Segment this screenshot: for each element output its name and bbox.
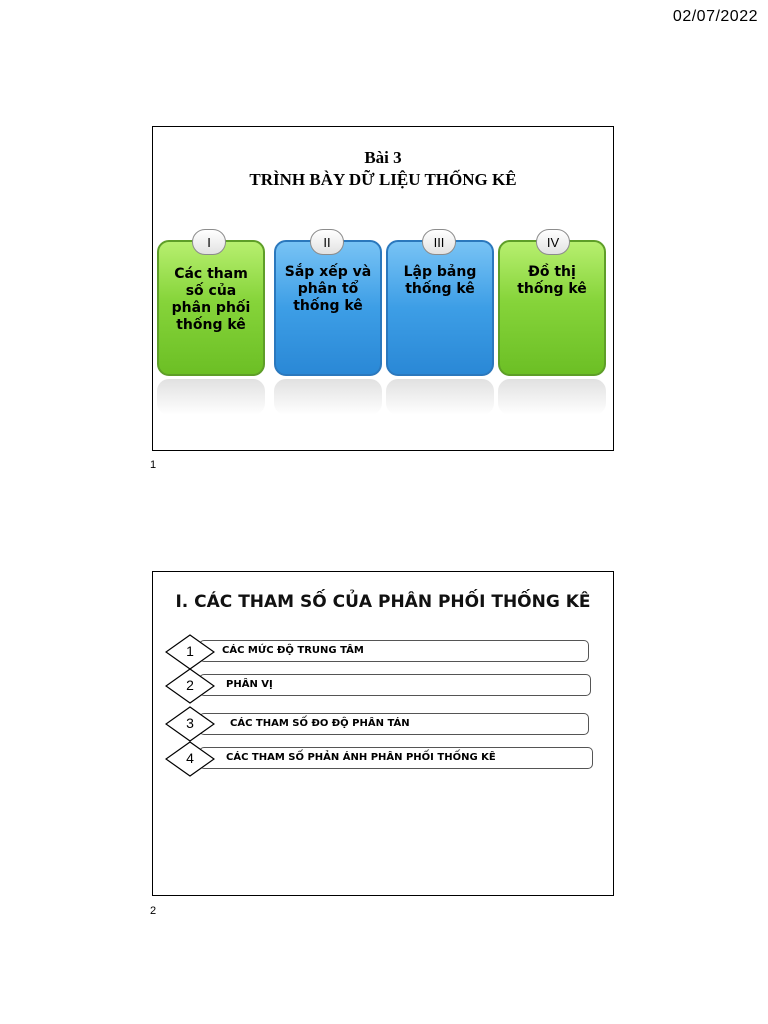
topic-card-label: Các tham số của phân phối thống kê bbox=[171, 266, 251, 333]
roman-badge-2: II bbox=[310, 229, 344, 255]
topic-card-2 bbox=[274, 240, 382, 376]
topic-card-3 bbox=[386, 240, 494, 376]
print-date: 02/07/2022 bbox=[672, 8, 758, 25]
item-label: PHÂN VỊ bbox=[226, 679, 273, 690]
card-reflection bbox=[157, 379, 265, 415]
slide-1-title bbox=[153, 147, 613, 191]
topic-card-4 bbox=[498, 240, 606, 376]
item-bar-3 bbox=[199, 713, 589, 735]
item-diamond-4 bbox=[165, 741, 215, 777]
slide-1 bbox=[152, 126, 614, 451]
roman-badge-1: I bbox=[192, 229, 226, 255]
slide-2 bbox=[152, 571, 614, 896]
item-label: CÁC THAM SỐ PHẢN ÁNH PHÂN PHỐI THỐNG KÊ bbox=[226, 752, 496, 763]
item-diamond-3 bbox=[165, 706, 215, 742]
item-number: 3 bbox=[186, 715, 194, 731]
item-number: 1 bbox=[186, 643, 194, 659]
lesson-title: TRÌNH BÀY DỮ LIỆU THỐNG KÊ bbox=[249, 170, 517, 189]
topic-card-label: Sắp xếp và phân tổ thống kê bbox=[284, 264, 372, 314]
roman-badge-3: III bbox=[422, 229, 456, 255]
item-diamond-1 bbox=[165, 634, 215, 670]
item-number: 4 bbox=[186, 750, 194, 766]
item-bar-2 bbox=[199, 674, 591, 696]
item-label: CÁC MỨC ĐỘ TRUNG TÂM bbox=[222, 645, 364, 656]
topic-card-1 bbox=[157, 240, 265, 376]
topic-card-label: Đồ thị thống kê bbox=[517, 264, 587, 297]
topic-card-label: Lập bảng thống kê bbox=[403, 264, 477, 297]
item-bar-1 bbox=[199, 640, 589, 662]
item-bar-4 bbox=[199, 747, 593, 769]
card-reflection bbox=[386, 379, 494, 415]
item-number: 2 bbox=[186, 677, 194, 693]
card-reflection bbox=[498, 379, 606, 415]
lesson-number: Bài 3 bbox=[364, 148, 402, 167]
roman-badge-4: IV bbox=[536, 229, 570, 255]
slide-1-number: 1 bbox=[150, 459, 157, 471]
slide-2-number: 2 bbox=[150, 905, 157, 917]
item-label: CÁC THAM SỐ ĐO ĐỘ PHÂN TÁN bbox=[230, 718, 410, 729]
card-reflection bbox=[274, 379, 382, 415]
slide-2-title: I. CÁC THAM SỐ CỦA PHÂN PHỐI THỐNG KÊ bbox=[175, 592, 591, 612]
item-diamond-2 bbox=[165, 668, 215, 704]
